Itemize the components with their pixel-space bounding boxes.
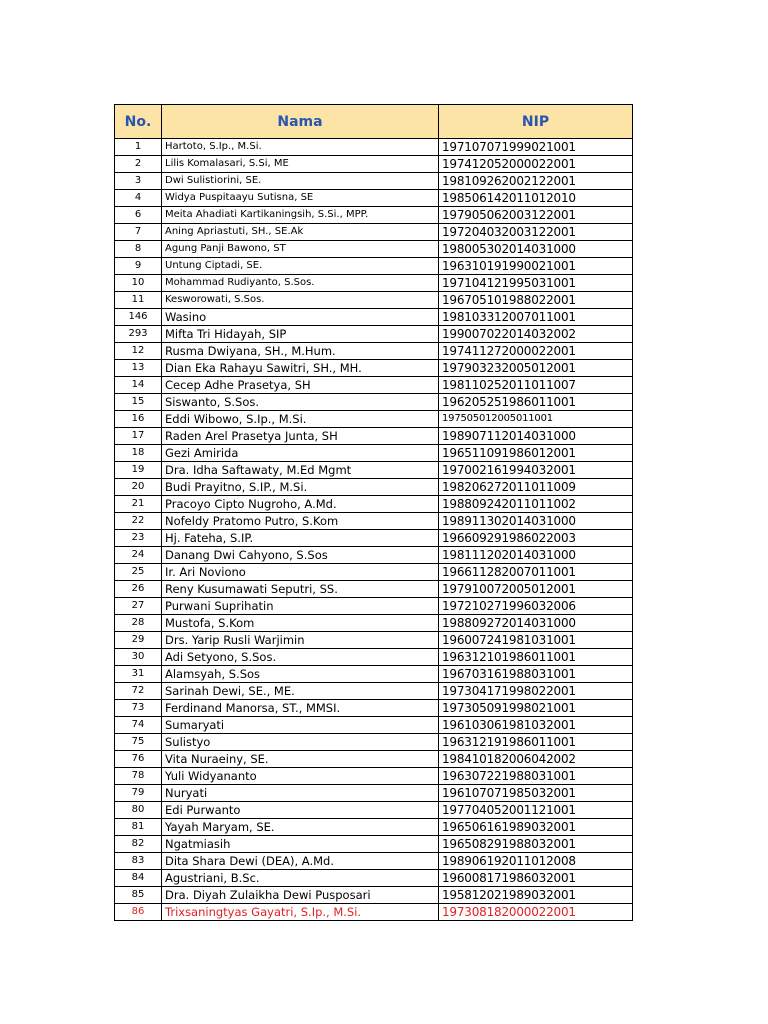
- cell-no: 75: [115, 734, 162, 751]
- cell-nip: 197107071999021001: [439, 139, 633, 156]
- cell-nama: Siswanto, S.Sos.: [162, 394, 439, 411]
- cell-nama: Yuli Widyananto: [162, 768, 439, 785]
- cell-nip: 196609291986022003: [439, 530, 633, 547]
- cell-nama: Cecep Adhe Prasetya, SH: [162, 377, 439, 394]
- cell-nip: 199007022014032002: [439, 326, 633, 343]
- table-row: [115, 615, 633, 632]
- cell-nama: Mohammad Rudiyanto, S.Sos.: [162, 275, 439, 292]
- table-row: [115, 190, 633, 207]
- cell-nama: Dra. Idha Saftawaty, M.Ed Mgmt: [162, 462, 439, 479]
- cell-nama: Meita Ahadiati Kartikaningsih, S.Si., MPP.: [162, 207, 439, 224]
- cell-nip: 197704052001121001: [439, 802, 633, 819]
- cell-nama: Ferdinand Manorsa, ST., MMSI.: [162, 700, 439, 717]
- cell-nip: 197905062003122001: [439, 207, 633, 224]
- cell-nama: Nuryati: [162, 785, 439, 802]
- cell-nip: 198906192011012008: [439, 853, 633, 870]
- cell-nip: 196307221988031001: [439, 768, 633, 785]
- cell-nip: 196107071985032001: [439, 785, 633, 802]
- cell-nip: 198005302014031000: [439, 241, 633, 258]
- cell-no: 85: [115, 887, 162, 904]
- cell-nama: Vita Nuraeiny, SE.: [162, 751, 439, 768]
- table-row: [115, 309, 633, 326]
- table-row: [115, 513, 633, 530]
- cell-nama: Untung Ciptadi, SE.: [162, 258, 439, 275]
- cell-nip: 197505012005011001: [439, 411, 633, 428]
- cell-no: 76: [115, 751, 162, 768]
- table-row: [115, 275, 633, 292]
- cell-nama: Dita Shara Dewi (DEA), A.Md.: [162, 853, 439, 870]
- cell-no: 80: [115, 802, 162, 819]
- cell-nama: Gezi Amirida: [162, 445, 439, 462]
- table-row: [115, 445, 633, 462]
- cell-nip: 198911302014031000: [439, 513, 633, 530]
- cell-nip: 197412052000022001: [439, 156, 633, 173]
- cell-nip: 198809242011011002: [439, 496, 633, 513]
- cell-no: 73: [115, 700, 162, 717]
- cell-nip: 198907112014031000: [439, 428, 633, 445]
- cell-nama: Edi Purwanto: [162, 802, 439, 819]
- cell-nama: Rusma Dwiyana, SH., M.Hum.: [162, 343, 439, 360]
- table-row: [115, 564, 633, 581]
- cell-nip: 198809272014031000: [439, 615, 633, 632]
- cell-nama: Alamsyah, S.Sos: [162, 666, 439, 683]
- cell-no: 6: [115, 207, 162, 224]
- cell-no: 28: [115, 615, 162, 632]
- table-row: [115, 156, 633, 173]
- cell-nip: 196310191990021001: [439, 258, 633, 275]
- cell-nip: 196511091986012001: [439, 445, 633, 462]
- cell-no: 13: [115, 360, 162, 377]
- cell-nip: 198110252011011007: [439, 377, 633, 394]
- cell-no: 24: [115, 547, 162, 564]
- cell-no: 8: [115, 241, 162, 258]
- table-row: [115, 581, 633, 598]
- cell-nama: Agung Panji Bawono, ST: [162, 241, 439, 258]
- cell-nama: Nofeldy Pratomo Putro, S.Kom: [162, 513, 439, 530]
- cell-nama: Danang Dwi Cahyono, S.Sos: [162, 547, 439, 564]
- table-row: [115, 377, 633, 394]
- cell-no: 84: [115, 870, 162, 887]
- cell-nip: 198410182006042002: [439, 751, 633, 768]
- table-row: [115, 632, 633, 649]
- cell-nama: Dian Eka Rahayu Sawitri, SH., MH.: [162, 360, 439, 377]
- cell-nama: Eddi Wibowo, S.Ip., M.Si.: [162, 411, 439, 428]
- table-row: [115, 479, 633, 496]
- cell-nip: 196103061981032001: [439, 717, 633, 734]
- cell-nama: Dwi Sulistiorini, SE.: [162, 173, 439, 190]
- header-row: [115, 105, 633, 139]
- table-row: [115, 139, 633, 156]
- table-row: [115, 292, 633, 309]
- table-row: [115, 904, 633, 921]
- table-row: [115, 224, 633, 241]
- cell-nama: Widya Puspitaayu Sutisna, SE: [162, 190, 439, 207]
- table-row: [115, 802, 633, 819]
- cell-no: 31: [115, 666, 162, 683]
- table-row: [115, 683, 633, 700]
- table-row: [115, 462, 633, 479]
- cell-no: 79: [115, 785, 162, 802]
- cell-nama: Pracoyo Cipto Nugroho, A.Md.: [162, 496, 439, 513]
- cell-nip: 197104121995031001: [439, 275, 633, 292]
- cell-nama: Lilis Komalasari, S.Si, ME: [162, 156, 439, 173]
- table-row: [115, 717, 633, 734]
- table-row: [115, 241, 633, 258]
- table-row: [115, 530, 633, 547]
- cell-no: 18: [115, 445, 162, 462]
- table-row: [115, 598, 633, 615]
- cell-nip: 196312191986011001: [439, 734, 633, 751]
- table-row: [115, 666, 633, 683]
- cell-nip: 196611282007011001: [439, 564, 633, 581]
- cell-no: 27: [115, 598, 162, 615]
- cell-nip: 196008171986032001: [439, 870, 633, 887]
- cell-no: 146: [115, 309, 162, 326]
- cell-nip: 197308182000022001: [439, 904, 633, 921]
- employee-table: [114, 104, 633, 921]
- table-row: [115, 428, 633, 445]
- cell-nip: 197903232005012001: [439, 360, 633, 377]
- cell-no: 1: [115, 139, 162, 156]
- cell-no: 72: [115, 683, 162, 700]
- cell-nip: 196205251986011001: [439, 394, 633, 411]
- cell-nip: 198109262002122001: [439, 173, 633, 190]
- cell-nip: 197411272000022001: [439, 343, 633, 360]
- cell-nama: Sarinah Dewi, SE., ME.: [162, 683, 439, 700]
- cell-nama: Reny Kusumawati Seputri, SS.: [162, 581, 439, 598]
- cell-no: 86: [115, 904, 162, 921]
- cell-nama: Budi Prayitno, S.IP., M.Si.: [162, 479, 439, 496]
- cell-no: 81: [115, 819, 162, 836]
- table-row: [115, 819, 633, 836]
- cell-nama: Drs. Yarip Rusli Warjimin: [162, 632, 439, 649]
- cell-no: 83: [115, 853, 162, 870]
- cell-no: 22: [115, 513, 162, 530]
- cell-nip: 198103312007011001: [439, 309, 633, 326]
- cell-nip: 197002161994032001: [439, 462, 633, 479]
- cell-no: 12: [115, 343, 162, 360]
- cell-nama: Dra. Diyah Zulaikha Dewi Pusposari: [162, 887, 439, 904]
- cell-nip: 197204032003122001: [439, 224, 633, 241]
- cell-nama: Ngatmiasih: [162, 836, 439, 853]
- cell-nama: Mifta Tri Hidayah, SIP: [162, 326, 439, 343]
- table-row: [115, 785, 633, 802]
- cell-nip: 198111202014031000: [439, 547, 633, 564]
- table-row: [115, 360, 633, 377]
- table-row: [115, 734, 633, 751]
- cell-no: 4: [115, 190, 162, 207]
- cell-no: 2: [115, 156, 162, 173]
- cell-no: 9: [115, 258, 162, 275]
- cell-nama: Ir. Ari Noviono: [162, 564, 439, 581]
- cell-no: 23: [115, 530, 162, 547]
- cell-nama: Sulistyo: [162, 734, 439, 751]
- table-row: [115, 547, 633, 564]
- cell-nama: Yayah Maryam, SE.: [162, 819, 439, 836]
- header-nip: NIP: [439, 105, 633, 139]
- cell-nip: 197305091998021001: [439, 700, 633, 717]
- cell-nama: Raden Arel Prasetya Junta, SH: [162, 428, 439, 445]
- cell-no: 293: [115, 326, 162, 343]
- cell-nip: 198506142011012010: [439, 190, 633, 207]
- cell-nama: Aning Apriastuti, SH., SE.Ak: [162, 224, 439, 241]
- cell-nama: Wasino: [162, 309, 439, 326]
- cell-nama: Trixsaningtyas Gayatri, S.Ip., M.Si.: [162, 904, 439, 921]
- cell-nip: 197210271996032006: [439, 598, 633, 615]
- cell-no: 3: [115, 173, 162, 190]
- cell-nip: 195812021989032001: [439, 887, 633, 904]
- table-row: [115, 751, 633, 768]
- cell-no: 29: [115, 632, 162, 649]
- cell-no: 10: [115, 275, 162, 292]
- cell-nip: 196705101988022001: [439, 292, 633, 309]
- table-row: [115, 853, 633, 870]
- cell-no: 26: [115, 581, 162, 598]
- cell-nama: Agustriani, B.Sc.: [162, 870, 439, 887]
- cell-no: 17: [115, 428, 162, 445]
- table-row: [115, 700, 633, 717]
- cell-nip: 198206272011011009: [439, 479, 633, 496]
- table-row: [115, 496, 633, 513]
- header-no: No.: [115, 105, 162, 139]
- table-row: [115, 836, 633, 853]
- table-row: [115, 411, 633, 428]
- cell-no: 16: [115, 411, 162, 428]
- table-row: [115, 173, 633, 190]
- cell-nama: Kesworowati, S.Sos.: [162, 292, 439, 309]
- cell-nip: 196506161989032001: [439, 819, 633, 836]
- cell-no: 15: [115, 394, 162, 411]
- cell-no: 11: [115, 292, 162, 309]
- cell-no: 82: [115, 836, 162, 853]
- table-row: [115, 207, 633, 224]
- cell-nama: Sumaryati: [162, 717, 439, 734]
- cell-no: 25: [115, 564, 162, 581]
- cell-nip: 197304171998022001: [439, 683, 633, 700]
- cell-nip: 196703161988031001: [439, 666, 633, 683]
- header-nama: Nama: [162, 105, 439, 139]
- cell-nip: 196312101986011001: [439, 649, 633, 666]
- table-row: [115, 258, 633, 275]
- table-row: [115, 649, 633, 666]
- table-row: [115, 870, 633, 887]
- cell-no: 78: [115, 768, 162, 785]
- cell-no: 19: [115, 462, 162, 479]
- cell-nama: Hartoto, S.Ip., M.Si.: [162, 139, 439, 156]
- table-row: [115, 343, 633, 360]
- cell-no: 14: [115, 377, 162, 394]
- table-row: [115, 326, 633, 343]
- cell-no: 7: [115, 224, 162, 241]
- table-row: [115, 887, 633, 904]
- cell-no: 21: [115, 496, 162, 513]
- cell-nama: Adi Setyono, S.Sos.: [162, 649, 439, 666]
- cell-nama: Mustofa, S.Kom: [162, 615, 439, 632]
- cell-nip: 196508291988032001: [439, 836, 633, 853]
- cell-nip: 197910072005012001: [439, 581, 633, 598]
- cell-nip: 196007241981031001: [439, 632, 633, 649]
- cell-nama: Hj. Fateha, S.IP.: [162, 530, 439, 547]
- cell-no: 20: [115, 479, 162, 496]
- cell-no: 30: [115, 649, 162, 666]
- table-row: [115, 394, 633, 411]
- table-row: [115, 768, 633, 785]
- cell-nama: Purwani Suprihatin: [162, 598, 439, 615]
- cell-no: 74: [115, 717, 162, 734]
